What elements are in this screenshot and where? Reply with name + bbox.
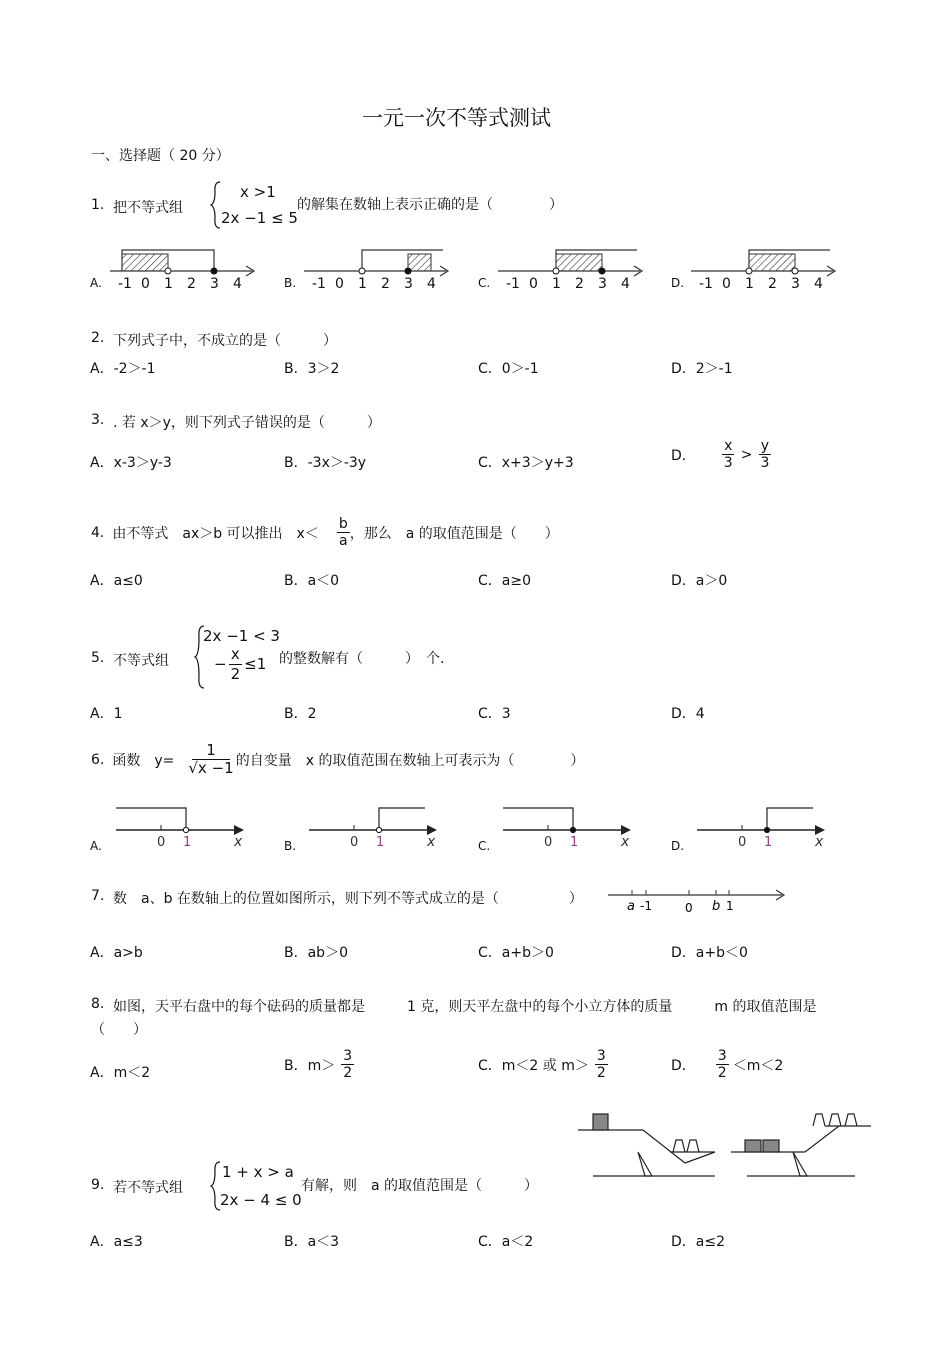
q1-option-d[interactable]: D. [671, 276, 685, 290]
tick-label: 2 [187, 276, 196, 292]
axis-label: x [427, 834, 436, 850]
q2-option-c[interactable]: C．0＞-1 [478, 361, 539, 377]
q9-text-pre: 若不等式组 [113, 1180, 183, 1196]
endpoint-marker [792, 268, 798, 274]
q8-option-d-text: ＜m＜2 [732, 1057, 784, 1074]
endpoint-marker [764, 827, 769, 832]
frac-numerator: y [760, 438, 770, 454]
endpoint-marker [376, 827, 381, 832]
q4-frac [337, 516, 350, 549]
endpoint-marker [359, 268, 365, 274]
solution-bracket [767, 808, 813, 830]
frac-numerator: 3 [596, 1048, 606, 1064]
frac-numerator: 3 [717, 1048, 727, 1064]
q5-number: 5. [91, 650, 105, 666]
q7-option-c[interactable]: C．a+b＞0 [478, 945, 554, 961]
q2-option-d[interactable]: D．2＞-1 [671, 361, 733, 377]
q4-option-b[interactable]: B．a＜0 [284, 573, 340, 589]
tick-label: -1 [118, 276, 132, 292]
q1-text-pre: 把不等式组 [113, 200, 183, 216]
tick-label: 0 [350, 835, 359, 850]
q7-axis-label-0: 0 [685, 901, 693, 915]
q3-option-d[interactable] [671, 438, 771, 471]
tick-label: 0 [335, 276, 344, 292]
q5-text-post: 的整数解有（ ） 个. [279, 651, 445, 667]
solution-bracket [503, 808, 573, 830]
q1-numberline-b [302, 244, 452, 292]
q7-numberline [606, 884, 790, 916]
q4-line [91, 516, 559, 549]
q2-text: 下列式子中，不成立的是（ ） [113, 333, 337, 349]
frac-denominator: 2 [596, 1065, 606, 1082]
tick-label: 0 [529, 276, 538, 292]
q1-sys-line2: 2x −1 ≤ 5 [221, 209, 298, 227]
q9-option-d[interactable]: D．a≤2 [671, 1234, 725, 1250]
q6-frac [186, 742, 235, 778]
axis-label: x [621, 834, 630, 850]
q3-option-d-frac-y [758, 438, 771, 471]
q4-option-d[interactable]: D．a＞0 [671, 573, 728, 589]
shaded-region [408, 254, 431, 271]
q8-number: 8. [91, 996, 105, 1012]
q3-option-c[interactable]: C．x+3＞y+3 [478, 455, 574, 471]
frac-numerator: b [338, 516, 348, 532]
q1-option-a[interactable]: A. [90, 276, 102, 290]
q5-sys-line2 [214, 645, 266, 684]
q4-number: 4. [91, 524, 105, 541]
q8-option-c[interactable] [478, 1048, 608, 1081]
q8-option-b-text: B．m＞ [284, 1057, 336, 1074]
tick-label: 4 [814, 276, 823, 292]
q1-text-post: 的解集在数轴上表示正确的是（ ） [297, 197, 563, 213]
tick-label: 1 [764, 835, 773, 850]
q3-option-a[interactable]: A．x-3＞y-3 [90, 455, 172, 471]
frac-denominator: a [339, 533, 348, 550]
solution-bracket [379, 808, 425, 830]
q2-option-a[interactable]: A．-2＞-1 [90, 361, 156, 377]
q7-text: 数 a、b 在数轴上的位置如图所示，则下列不等式成立的是（ ） [113, 891, 583, 907]
tick-label: 0 [141, 276, 150, 292]
tick-label: 1 [552, 276, 561, 292]
endpoint-marker [599, 268, 605, 274]
q7-option-a[interactable]: A．a>b [90, 945, 143, 961]
q4-text-post: ，那么 a 的取值范围是（ ） [349, 525, 559, 542]
tick-label: 4 [233, 276, 242, 292]
q9-option-a[interactable]: A．a≤3 [90, 1234, 143, 1250]
tick-label: -1 [699, 276, 713, 292]
shaded-region [749, 254, 795, 271]
q7-axis-label-a: a [627, 899, 635, 914]
endpoint-marker [183, 827, 188, 832]
q1-number: 1. [91, 197, 105, 213]
q5-option-a[interactable]: A．1 [90, 706, 123, 722]
tick-label: 4 [427, 276, 436, 292]
q5-sys-line1: 2x −1 < 3 [203, 627, 280, 645]
q9-option-b[interactable]: B．a＜3 [284, 1234, 340, 1250]
q7-axis-label-b: b [712, 899, 721, 914]
frac-denominator: 3 [760, 455, 770, 472]
q4-option-c[interactable]: C．a≥0 [478, 573, 531, 589]
q7-axis-label-1: 1 [726, 899, 734, 913]
shaded-region [122, 254, 168, 271]
q7-axis-label-neg1: -1 [640, 899, 652, 913]
endpoint-marker [746, 268, 752, 274]
tick-label: 2 [381, 276, 390, 292]
q5-option-c[interactable]: C．3 [478, 706, 511, 722]
frac-denominator: 3 [723, 455, 733, 472]
q8-option-a[interactable]: A．m＜2 [90, 1065, 151, 1081]
frac-numerator: x [230, 645, 240, 663]
tick-label: 1 [358, 276, 367, 292]
q9-sys-line2: 2x − 4 ≤ 0 [220, 1191, 302, 1209]
q7-option-b[interactable]: B．ab＞0 [284, 945, 348, 961]
q8-option-d-label: D． [671, 1057, 696, 1074]
q8-option-b[interactable] [284, 1048, 354, 1081]
q6-numberline-b [305, 800, 445, 852]
q4-option-a[interactable]: A．a≤0 [90, 573, 143, 589]
q8-option-d[interactable] [671, 1048, 783, 1081]
tick-label: 4 [621, 276, 630, 292]
frac-numerator: 1 [192, 742, 230, 760]
q5-option-b[interactable]: B．2 [284, 706, 317, 722]
endpoint-marker [570, 827, 575, 832]
q5-frac [229, 645, 243, 684]
q9-number: 9. [91, 1177, 105, 1193]
tick-label: -1 [312, 276, 326, 292]
q3-option-d-frac-x [722, 438, 735, 471]
solution-bracket [116, 808, 186, 830]
frac-numerator: x [724, 438, 733, 454]
page-title: 一元一次不等式测试 [362, 106, 551, 130]
section-heading: 一、选择题（ 20 分） [91, 148, 230, 164]
endpoint-marker [405, 268, 411, 274]
q4-text-pre: 由不等式 ax＞b 可以推出 x＜ [112, 525, 319, 542]
q6-number: 6. [91, 751, 105, 768]
tick-label: 1 [376, 835, 385, 850]
q6-option-c[interactable]: C. [478, 839, 491, 853]
tick-label: -1 [506, 276, 520, 292]
q7-number: 7. [91, 888, 105, 904]
q6-option-a[interactable]: A. [90, 839, 102, 853]
q8-text: 如图，天平右盘中的每个砝码的质量都是 1 克，则天平左盘中的每个小立方体的质量 m 的取值范围是 [113, 999, 817, 1015]
shaded-region [556, 254, 602, 271]
tick-label: 1 [745, 276, 754, 292]
endpoint-marker [211, 268, 217, 274]
q1-numberline-a [108, 244, 258, 292]
q7-option-d[interactable]: D．a+b＜0 [671, 945, 748, 961]
q8-option-d-frac [716, 1048, 729, 1081]
endpoint-marker [553, 268, 559, 274]
q6-option-d[interactable]: D. [671, 839, 685, 853]
q3-option-d-label: D． [671, 447, 696, 464]
tick-label: 1 [164, 276, 173, 292]
q3-option-b[interactable]: B．-3x＞-3y [284, 455, 367, 471]
frac-denominator: 2 [343, 1065, 353, 1082]
q6-numberline-c [499, 800, 639, 852]
q6-text-pre: 函数 y= [112, 752, 175, 769]
q3-number: 3. [91, 412, 105, 428]
q5-leq: ≤1 [244, 655, 267, 673]
q1-numberline-c [496, 244, 646, 292]
endpoint-marker [165, 268, 171, 274]
tick-label: 2 [575, 276, 584, 292]
q8-option-c-frac [595, 1048, 608, 1081]
q8-option-b-frac [341, 1048, 354, 1081]
tick-label: 0 [544, 835, 553, 850]
q8-option-c-text: C．m＜2 或 m＞ [478, 1057, 589, 1074]
q9-option-c[interactable]: C．a＜2 [478, 1234, 534, 1250]
axis-label: x [234, 834, 243, 850]
q1-numberline-d [689, 244, 839, 292]
tick-label: 3 [598, 276, 607, 292]
q6-numberline-a [112, 800, 252, 852]
tick-label: 0 [722, 276, 731, 292]
q1-option-b[interactable]: B. [284, 276, 297, 290]
q8-text-2: （ ） [91, 1022, 147, 1038]
tick-label: 1 [183, 835, 192, 850]
q5-text-pre: 不等式组 [113, 653, 169, 669]
tick-label: 2 [768, 276, 777, 292]
q9-sys-line1: 1 + x > a [222, 1163, 294, 1181]
q3-option-d-operator: > [740, 446, 753, 463]
tick-label: 3 [791, 276, 800, 292]
tick-label: 3 [404, 276, 413, 292]
frac-denominator: 2 [717, 1065, 727, 1082]
q5-option-d[interactable]: D．4 [671, 706, 705, 722]
q1-option-c[interactable]: C. [478, 276, 491, 290]
frac-numerator: 3 [343, 1048, 353, 1064]
q6-text-post: 的自变量 x 的取值范围在数轴上可表示为（ ） [235, 752, 585, 769]
q9-text-post: 有解，则 a 的取值范围是（ ） [301, 1178, 539, 1194]
q8-balance-figure [575, 1108, 875, 1182]
frac-denominator: √x −1 [188, 759, 234, 778]
q2-number: 2. [91, 330, 105, 346]
q6-numberline-d [693, 800, 833, 852]
tick-label: 0 [157, 835, 166, 850]
tick-label: 0 [738, 835, 747, 850]
q6-line [91, 742, 584, 778]
tick-label: 3 [210, 276, 219, 292]
q5-minus: − [214, 655, 227, 673]
q6-option-b[interactable]: B. [284, 839, 297, 853]
tick-label: 1 [570, 835, 579, 850]
frac-denominator: 2 [230, 665, 241, 683]
q1-sys-line1: x >1 [240, 183, 276, 201]
q3-text: . 若 x＞y，则下列式子错误的是（ ） [113, 415, 381, 431]
axis-label: x [815, 834, 824, 850]
q2-option-b[interactable]: B．3＞2 [284, 361, 340, 377]
